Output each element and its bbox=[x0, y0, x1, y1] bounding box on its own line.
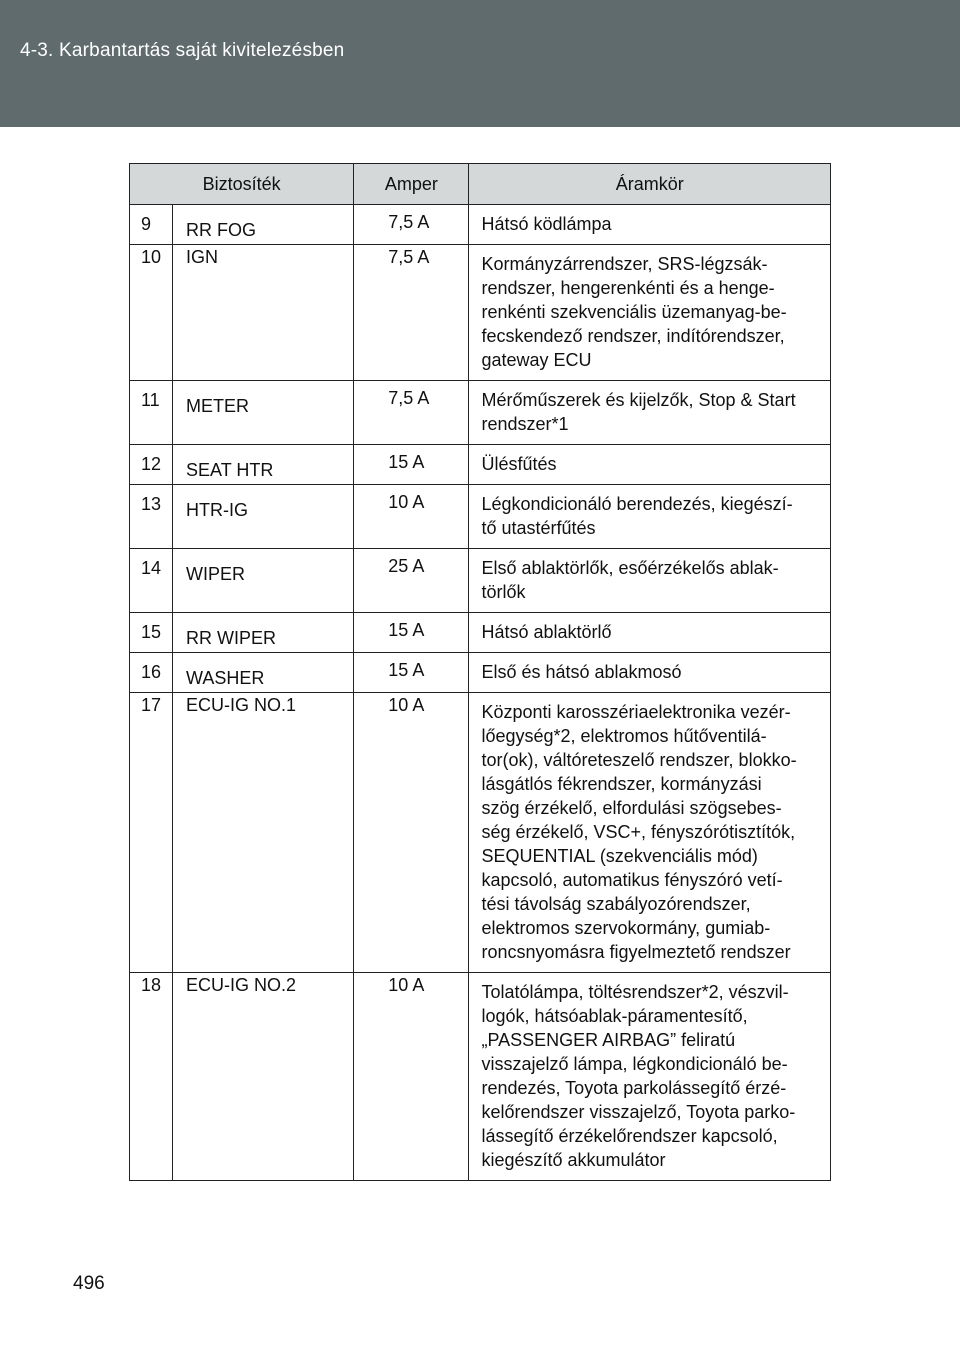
page-header bbox=[0, 0, 960, 127]
fuse-circuit: Első ablaktörlők, esőérzékelős ablak- törlők bbox=[481, 558, 779, 602]
fuse-circuit-cell bbox=[469, 693, 831, 973]
table-row bbox=[130, 445, 831, 485]
table-row bbox=[130, 613, 831, 653]
fuse-amperage-cell bbox=[354, 381, 469, 445]
fuse-name-cell bbox=[173, 205, 354, 245]
fuse-number: 10 bbox=[141, 247, 162, 267]
fuse-name: SEAT HTR bbox=[186, 460, 274, 480]
fuse-circuit: Tolatólámpa, töltésrendszer*2, vészvil- logók, hátsóablak-páramentesítő, „PASSENGER AIRBAG” feliratú visszajelző lámpa, légkondicionáló be- rendezés, Toyota parkolássegítő érzé- kelőrendszer visszajelző, Toyota parko- lássegítő érzékelőrendszer kapcsoló, kiegészítő akkumulátor bbox=[481, 982, 796, 1170]
fuse-circuit: Mérőműszerek és kijelzők, Stop & Start rendszer*1 bbox=[481, 390, 796, 434]
table-row bbox=[130, 485, 831, 549]
fuse-number: 14 bbox=[141, 558, 162, 578]
fuse-circuit-cell bbox=[469, 205, 831, 245]
fuse-number-cell bbox=[130, 445, 173, 485]
fuse-name: ECU-IG NO.2 bbox=[186, 975, 297, 995]
fuse-name: HTR-IG bbox=[186, 500, 249, 520]
fuse-name-cell bbox=[173, 445, 354, 485]
table-row bbox=[130, 245, 831, 381]
fuse-amperage-cell bbox=[354, 485, 469, 549]
fuse-name-cell bbox=[173, 485, 354, 549]
fuse-name-cell bbox=[173, 613, 354, 653]
fuse-amperage-cell bbox=[354, 973, 469, 1181]
fuse-number-cell bbox=[130, 613, 173, 653]
fuse-amperage: 7,5 A bbox=[388, 212, 430, 232]
fuse-amperage: 15 A bbox=[388, 660, 425, 680]
fuse-number-cell bbox=[130, 205, 173, 245]
column-header-fuse: Biztosíték bbox=[130, 164, 354, 205]
fuse-circuit: Légkondicionáló berendezés, kiegészí- tő utastérfűtés bbox=[481, 494, 793, 538]
fuse-amperage: 10 A bbox=[388, 975, 425, 995]
fuse-number: 13 bbox=[141, 494, 162, 514]
fuse-circuit-cell bbox=[469, 613, 831, 653]
column-header-circuit: Áramkör bbox=[469, 164, 831, 205]
fuse-amperage: 7,5 A bbox=[388, 247, 430, 267]
fuse-number-cell bbox=[130, 549, 173, 613]
fuse-number-cell bbox=[130, 485, 173, 549]
fuse-circuit-cell bbox=[469, 549, 831, 613]
fuse-amperage: 10 A bbox=[388, 695, 425, 715]
table-row bbox=[130, 549, 831, 613]
table-row bbox=[130, 653, 831, 693]
fuse-number-cell bbox=[130, 381, 173, 445]
fuse-circuit-cell bbox=[469, 973, 831, 1181]
fuse-table bbox=[129, 163, 831, 1181]
fuse-amperage-cell bbox=[354, 693, 469, 973]
fuse-circuit: Hátsó ködlámpa bbox=[481, 214, 612, 234]
fuse-circuit-cell bbox=[469, 485, 831, 549]
fuse-circuit: Első és hátsó ablakmosó bbox=[481, 662, 682, 682]
fuse-number: 18 bbox=[141, 975, 162, 995]
fuse-amperage: 25 A bbox=[388, 556, 425, 576]
fuse-amperage: 7,5 A bbox=[388, 388, 430, 408]
table-row bbox=[130, 973, 831, 1181]
fuse-amperage-cell bbox=[354, 245, 469, 381]
fuse-number: 12 bbox=[141, 454, 162, 474]
fuse-name: WASHER bbox=[186, 668, 265, 688]
column-header-amper: Amper bbox=[354, 164, 469, 205]
fuse-name: ECU-IG NO.1 bbox=[186, 695, 297, 715]
fuse-name-cell bbox=[173, 549, 354, 613]
fuse-circuit-cell bbox=[469, 245, 831, 381]
fuse-circuit: Hátsó ablaktörlő bbox=[481, 622, 612, 642]
fuse-number-cell bbox=[130, 693, 173, 973]
fuse-amperage: 10 A bbox=[388, 492, 425, 512]
fuse-number: 17 bbox=[141, 695, 162, 715]
fuse-amperage-cell bbox=[354, 205, 469, 245]
fuse-circuit-cell bbox=[469, 381, 831, 445]
fuse-circuit: Központi karosszériaelektronika vezér- lőegység*2, elektromos hűtőventilá- tor(ok), váltóreteszelő rendszer, blokko- lásgátlós fékrendszer, kormányzási szög érzékelő, elfordulási szögsebes- ség érzékelő, VSC+, fényszórótisztítók, SEQUENTIAL (szekvenciális mód) kapcsoló, automatikus fényszóró vetí- tési távolság szabályozórendszer, elektromos szervokormány, gumiab- roncsnyomásra figyelmeztető rendszer bbox=[481, 702, 797, 962]
table-header-row bbox=[130, 164, 831, 205]
fuse-number: 9 bbox=[141, 214, 152, 234]
fuse-number: 11 bbox=[141, 390, 160, 410]
table-row bbox=[130, 693, 831, 973]
section-title: 4-3. Karbantartás saját kivitelezésben bbox=[20, 40, 345, 61]
fuse-number: 15 bbox=[141, 622, 162, 642]
fuse-amperage: 15 A bbox=[388, 452, 425, 472]
fuse-amperage: 15 A bbox=[388, 620, 425, 640]
fuse-circuit-cell bbox=[469, 653, 831, 693]
fuse-amperage-cell bbox=[354, 445, 469, 485]
table-row bbox=[130, 205, 831, 245]
fuse-name-cell bbox=[173, 381, 354, 445]
fuse-name: WIPER bbox=[186, 564, 246, 584]
fuse-number-cell bbox=[130, 973, 173, 1181]
fuse-number-cell bbox=[130, 245, 173, 381]
fuse-name: RR WIPER bbox=[186, 628, 277, 648]
fuse-number-cell bbox=[130, 653, 173, 693]
fuse-amperage-cell bbox=[354, 549, 469, 613]
fuse-amperage-cell bbox=[354, 613, 469, 653]
fuse-name: METER bbox=[186, 396, 250, 416]
fuse-name: RR FOG bbox=[186, 220, 257, 240]
fuse-number: 16 bbox=[141, 662, 162, 682]
fuse-circuit-cell bbox=[469, 445, 831, 485]
fuse-name-cell bbox=[173, 973, 354, 1181]
fuse-circuit: Kormányzárrendszer, SRS-légzsák- rendszer, hengerenkénti és a henge- renkénti szekvenciális üzemanyag-be- fecskendező rendszer, indítórendszer, gateway ECU bbox=[481, 254, 787, 370]
fuse-name: IGN bbox=[186, 247, 219, 267]
table-row bbox=[130, 381, 831, 445]
page-number: 496 bbox=[73, 1273, 105, 1294]
fuse-name-cell bbox=[173, 245, 354, 381]
fuse-name-cell bbox=[173, 653, 354, 693]
fuse-circuit: Ülésfűtés bbox=[481, 454, 557, 474]
fuse-name-cell bbox=[173, 693, 354, 973]
fuse-amperage-cell bbox=[354, 653, 469, 693]
